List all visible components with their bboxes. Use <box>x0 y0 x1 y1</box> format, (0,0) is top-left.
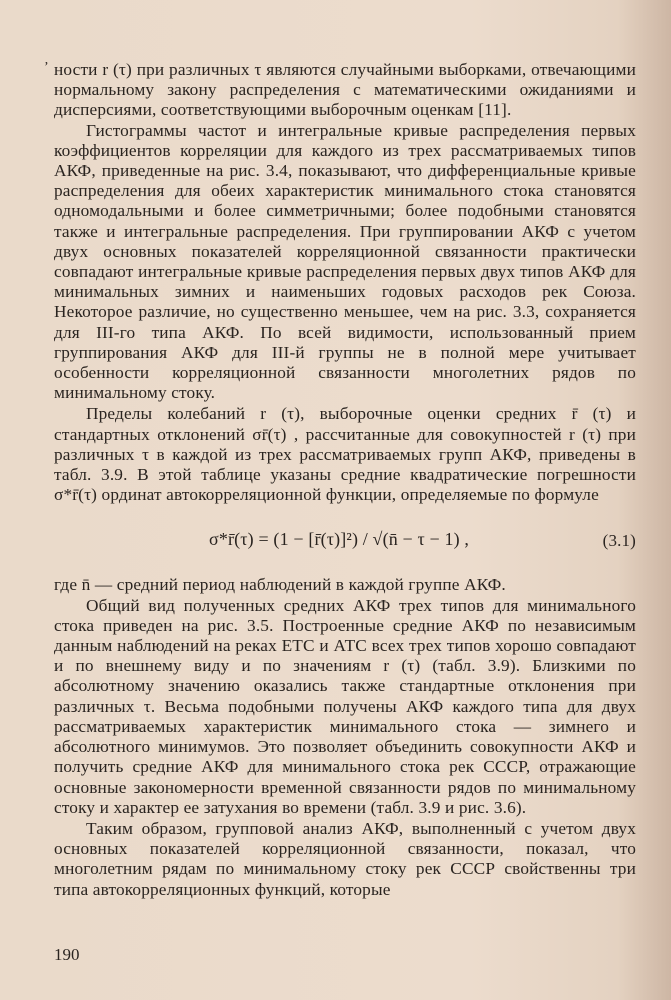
page-body <box>54 60 636 900</box>
paragraph-2: Гистограммы частот и интегральные кривые распределения первых коэффициентов корреляции для каждого из трех рассматриваемых типов АКФ, приведенные на рис. 3.4, показывают, что дифференциальные кривые распределения для обеих характеристик минимального стока становятся одномодальными и более симметричными; более подобными становятся также и интегральные распределения. При группировании АКФ с учетом двух основных показателей корреляционной связанности практически совпадают интегральные кривые распределения первых двух типов АКФ для минимальных зимних и наименьших годовых расходов рек Союза. Некоторое различие, но существенно меньшее, чем на рис. 3.3, сохраняется для III-го типа АКФ. По всей видимости, использованный прием группирования АКФ для III-й группы не в полной мере учитывает особенности корреляционной связанности многолетних рядов по минимальному стоку. <box>54 120 636 403</box>
formula: σ*r̄(τ) = (1 − [r̄(τ)]²) / √(n̄ − τ − 1) , <box>209 529 470 550</box>
paragraph-1: ности r (τ) при различных τ являются случайными выборками, отвечающими нормальному закону распределения с математическими ожиданиями и дисперсиями, соответствующими выборочным оценкам [11]. <box>54 60 636 120</box>
formula-row <box>54 521 636 565</box>
margin-mark: ʼ <box>44 60 49 75</box>
formula-number: (3.1) <box>602 531 636 551</box>
paragraph-3: Пределы колебаний r (τ), выборочные оценки средних r̄ (τ) и стандартных отклонений σr̄(τ) , рассчитанные для совокупностей r (τ) при различных τ в каждой из трех рассматриваемых групп АКФ, приведены в табл. 3.9. В этой таблице указаны средние квадратические погрешности σ*r̄(τ) ординат автокорреляционной функции, определяемые по формуле <box>54 404 636 505</box>
paragraph-4: где n̄ — средний период наблюдений в каждой группе АКФ. <box>54 575 506 595</box>
page-number: 190 <box>54 945 80 964</box>
paragraph-5: Общий вид полученных средних АКФ трех типов для минимального стока приведен на рис. 3.5. Построенные средние АКФ по независимым данным наблюдений на реках ЕТС и АТС всех трех типов хорошо совпадают и по внешнему виду и по значениям r (τ) (табл. 3.9). Близкими по абсолютному значению оказались также стандартные отклонения при различных τ. Весьма подобными получены АКФ каждого типа для двух рассматриваемых характеристик минимального стока — зимнего и абсолютного минимумов. Это позволяет объединить совокупности АКФ и получить средние АКФ для минимального стока рек СССР, отражающие основные закономерности временной связанности рядов по минимальному стоку и характер ее затухания во времени (табл. 3.9 и рис. 3.6). <box>54 595 636 817</box>
paragraph-6: Таким образом, групповой анализ АКФ, выполненный с учетом двух основных показателей корреляционной связанности, показал, что многолетним рядам по минимальному стоку рек СССР свойственны три типа автокорреляционных функций, которые <box>54 818 636 899</box>
